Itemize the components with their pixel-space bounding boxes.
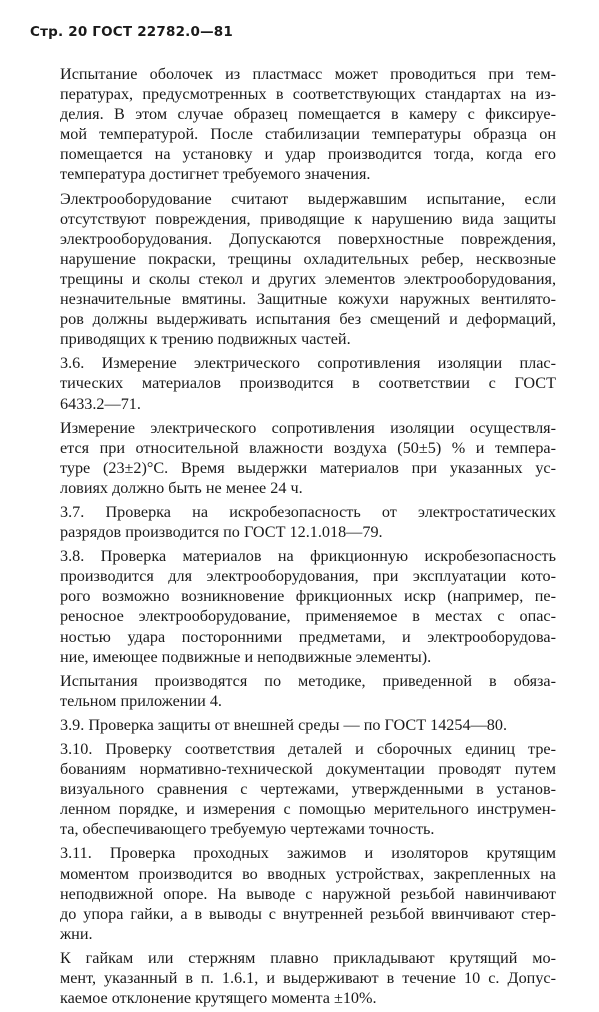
paragraph [60,418,556,498]
paragraph [60,189,556,350]
text-line: ние, имеющее подвижные и неподвижные элементы). [60,647,432,666]
text-line: температура достигнет требуемого значения. [60,165,371,184]
text-line: помещается на установку и удар производится тогда, когда его [60,145,556,164]
text-line: нарушение покраски, трещины охладительных ребер, несквозные [60,249,556,268]
text-line: приводящих к трению подвижных частей. [60,330,351,349]
text-line: бованиям нормативно-технической документации проводят путем [60,760,556,779]
text-line: та, обеспечивающего требуемую чертежами точность. [60,820,435,839]
paragraph [60,671,556,711]
text-line: пературах, предусмотренных в соответствующих стандартах на из- [60,85,556,104]
text-line: К гайкам или стержням плавно прикладывают крутящий мо- [60,948,556,967]
paragraph [60,353,556,413]
text-line: отсутствуют повреждения, приводящие к нарушению вида защиты [60,209,556,228]
text-line: 3.10. Проверку соответствия деталей и сборочных единиц тре- [60,740,556,758]
text-line: жни. [60,924,93,943]
text-line: каемое отклонение крутящего момента ±10%. [60,989,377,1008]
paragraph [60,715,556,735]
paragraph [60,739,556,839]
text-line: мой температурой. После стабилизации температуры образца он [60,125,556,144]
text-line: трещины и сколы стекол и других элементов электрооборудования, [60,269,556,288]
text-line: тельном приложении 4. [60,691,222,710]
text-line: ностью удара посторонними предметами, и электрооборудова- [60,627,556,646]
text-line: 3.6. Измерение электрического сопротивления изоляции плас- [60,354,556,373]
text-line: 3.8. Проверка материалов на фрикционную искробезопасность [60,547,556,566]
paragraph [60,948,556,1008]
paragraph [60,843,556,943]
text-line: Испытание оболочек из пластмасс может проводиться при тем- [60,65,556,83]
text-line: производится для электрооборудования, при эксплуатации кото- [60,567,556,586]
text-line: 3.7. Проверка на искробезопасность от электростатических [60,502,556,521]
text-line: 3.11. Проверка проходных зажимов и изоляторов крутящим [60,844,556,863]
paragraph [60,64,556,185]
text-line: Электрооборудование считают выдержавшим испытание, если [60,189,556,208]
text-line: Измерение электрического сопротивления изоляции осуществля- [60,418,556,437]
text-line: визуального сравнения с чертежами, утвержденными в установ- [60,780,556,799]
text-line: разрядов производится по ГОСТ 12.1.018—79. [60,523,383,542]
paragraph [60,502,556,542]
text-line: моментом производится во вводных устройствах, закрепленных на [60,864,556,883]
text-line: электрооборудования. Допускаются поверхностные повреждения, [60,229,556,248]
text-line: мент, указанный в п. 1.6.1, и выдерживают в течение 10 с. Допус- [60,969,556,988]
text-line: туре (23±2)°С. Время выдержки материалов при указанных ус- [60,458,556,477]
text-line: рого возможно возникновение фрикционных искр (например, пе- [60,587,556,606]
document-body [60,64,556,1012]
text-line: 6433.2—71. [60,394,141,413]
text-line: 3.9. Проверка защиты от внешней среды — по ГОСТ 14254—80. [60,715,508,734]
paragraph [60,546,556,667]
text-line: незначительные вмятины. Защитные кожухи наружных вентилято- [60,290,556,309]
text-line: до упора гайки, а в выводы с внутренней резьбой ввинчивают стер- [60,904,556,923]
text-line: тических материалов производится в соответствии с ГОСТ [60,374,556,393]
text-line: ется при относительной влажности воздуха (50±5) % и темпера- [60,438,556,457]
text-line: реносное электрооборудование, применяемое в местах с опас- [60,607,556,626]
text-line: делия. В этом случае образец помещается в камеру с фиксируе- [60,105,556,124]
text-line: ров должны выдерживать испытания без смещений и деформаций, [60,310,556,329]
page-header: Стр. 20 ГОСТ 22782.0—81 [30,24,233,40]
text-line: ловиях должно быть не менее 24 ч. [60,478,303,497]
text-line: неподвижной опоре. На выводе с наружной резьбой навинчивают [60,884,556,903]
text-line: Испытания производятся по методике, приведенной в обяза- [60,671,556,690]
text-line: ленном порядке, и измерения с помощью мерительного инструмен- [60,800,556,819]
